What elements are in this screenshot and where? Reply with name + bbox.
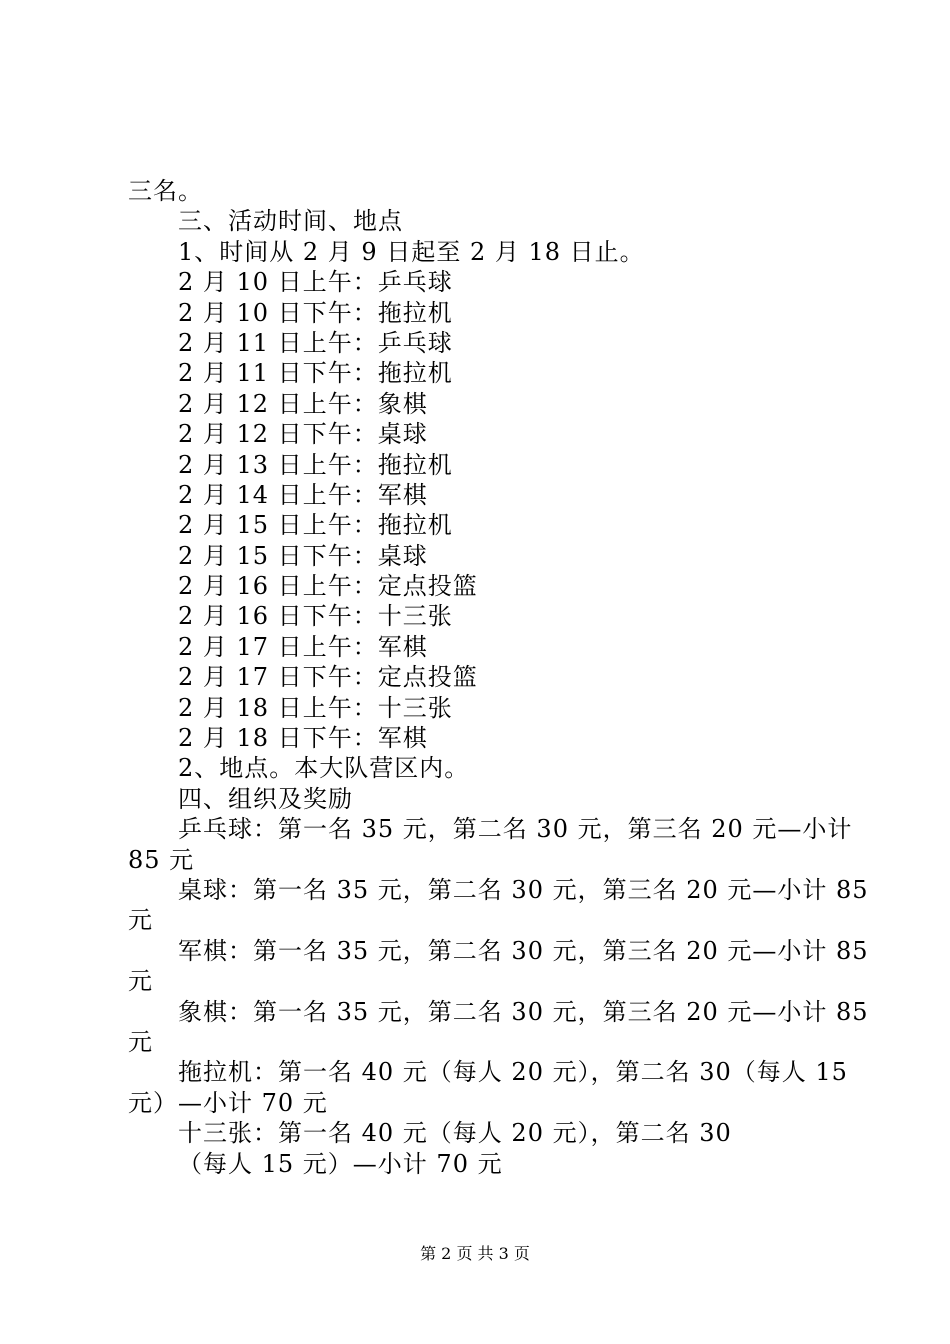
document-line: 象棋：第一名 35 元，第二名 30 元，第三名 20 元—小计 85 <box>178 997 869 1026</box>
document-line: 1、时间从 2 月 9 日起至 2 月 18 日止。 <box>178 237 645 266</box>
document-line: 三名。 <box>128 177 203 205</box>
document-line: 85 元 <box>128 845 195 874</box>
document-line: 2、地点。本大队营区内。 <box>178 754 470 783</box>
document-line: 2 月 12 日上午：象棋 <box>178 389 428 418</box>
document-line: 2 月 15 日下午：桌球 <box>178 541 428 570</box>
document-body <box>128 176 869 1179</box>
document-line: 乒乓球：第一名 35 元，第二名 30 元，第三名 20 元—小计 <box>178 815 853 844</box>
document-line: 2 月 17 日下午：定点投篮 <box>178 663 478 692</box>
document-line: 元 <box>128 967 153 996</box>
document-line: 元 <box>128 1027 153 1056</box>
document-line: 2 月 18 日上午：十三张 <box>178 693 453 722</box>
document-line: 四、组织及奖励 <box>178 784 353 813</box>
document-line: 十三张：第一名 40 元（每人 20 元），第二名 30 <box>178 1119 732 1148</box>
document-line: 三、活动时间、地点 <box>178 207 403 236</box>
document-line: 2 月 11 日下午：拖拉机 <box>178 359 453 388</box>
document-line: （每人 15 元）—小计 70 元 <box>178 1149 503 1178</box>
document-line: 2 月 10 日下午：拖拉机 <box>178 298 453 327</box>
document-line: 2 月 16 日下午：十三张 <box>178 602 453 631</box>
document-line: 军棋：第一名 35 元，第二名 30 元，第三名 20 元—小计 85 <box>178 936 869 965</box>
document-line: 2 月 14 日上午：军棋 <box>178 480 428 509</box>
document-line: 拖拉机：第一名 40 元（每人 20 元），第二名 30（每人 15 <box>178 1058 848 1087</box>
document-line: 元）—小计 70 元 <box>128 1088 328 1117</box>
document-line: 2 月 13 日上午：拖拉机 <box>178 450 453 479</box>
document-line: 2 月 12 日下午：桌球 <box>178 420 428 449</box>
document-line: 2 月 18 日下午：军棋 <box>178 724 428 753</box>
document-line: 2 月 17 日上午：军棋 <box>178 632 428 661</box>
document-line: 2 月 15 日上午：拖拉机 <box>178 511 453 540</box>
document-line: 2 月 16 日上午：定点投篮 <box>178 572 478 601</box>
document-line: 2 月 11 日上午：乒乓球 <box>178 328 453 357</box>
page-footer: 第 2 页 共 3 页 <box>420 1244 530 1263</box>
document-line: 桌球：第一名 35 元，第二名 30 元，第三名 20 元—小计 85 <box>178 875 869 904</box>
document-line: 2 月 10 日上午：乒乓球 <box>178 268 453 297</box>
document-line: 元 <box>128 906 153 935</box>
